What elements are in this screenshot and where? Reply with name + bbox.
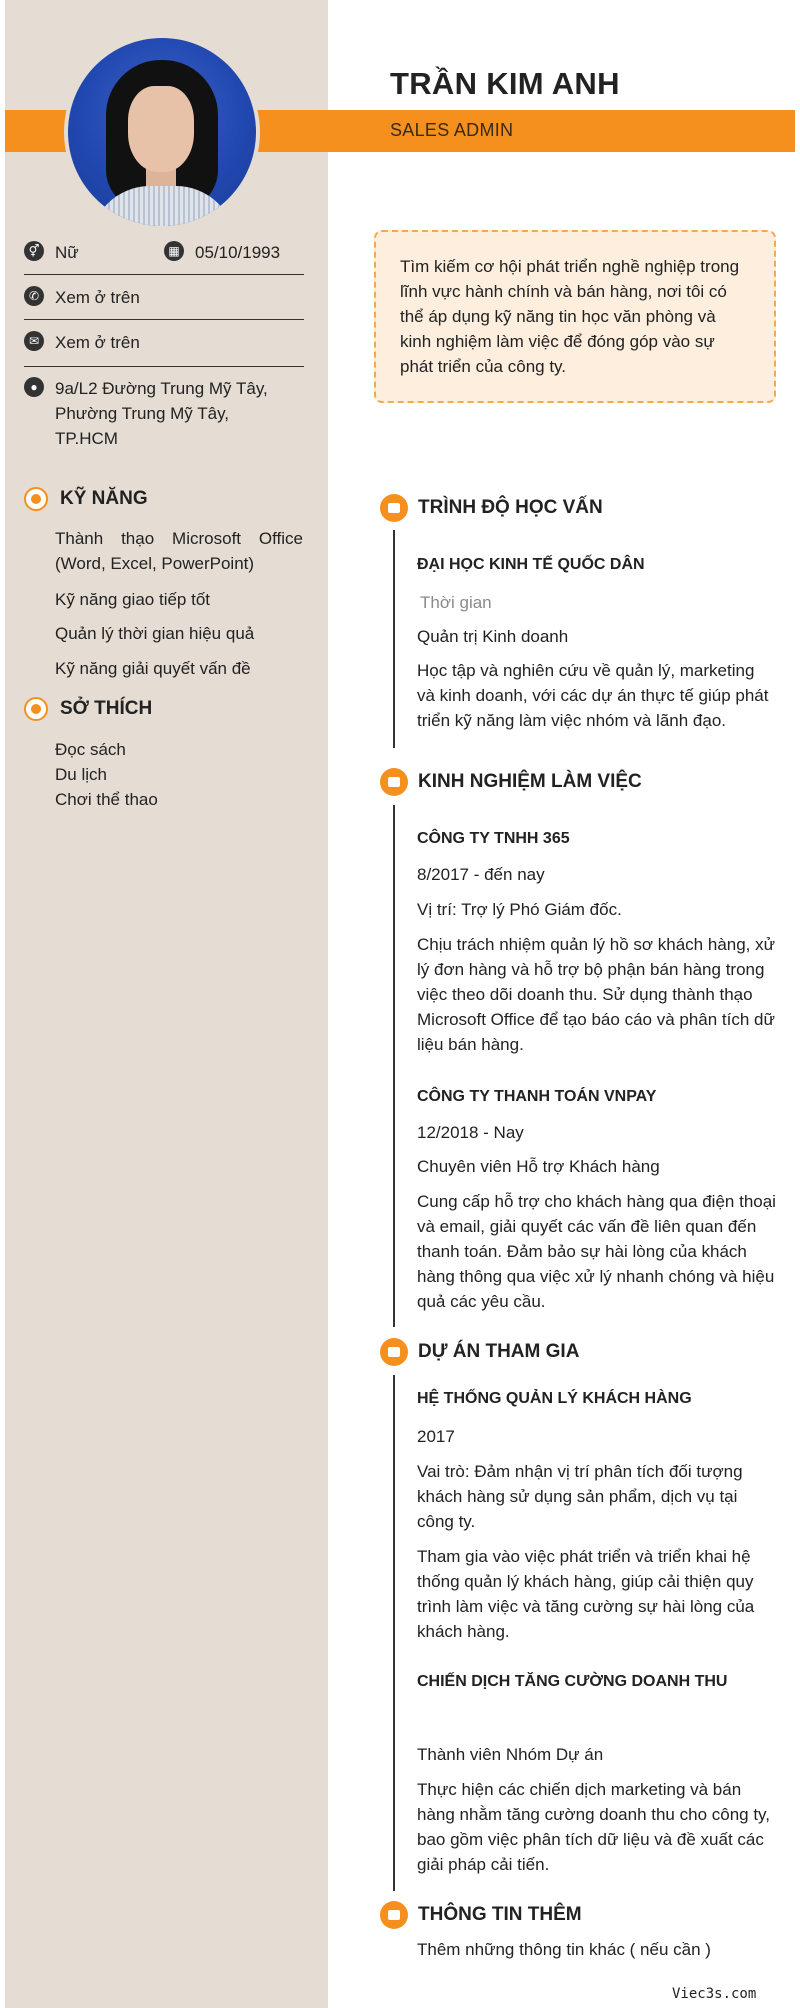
address-value: 9a/L2 Đường Trung Mỹ Tây, Phường Trung Mỹ Tây, TP.HCM xyxy=(55,379,268,448)
hobbies-icon xyxy=(24,697,48,721)
project-name: CHIẾN DỊCH TĂNG CƯỜNG DOANH THU xyxy=(417,1673,728,1690)
education-description: Học tập và nghiên cứu về quản lý, marketing và kinh doanh, với các dự án thực tế giúp phát triển kỹ năng làm việc nhóm và lãnh đạo. xyxy=(417,661,769,730)
job-description: Cung cấp hỗ trợ cho khách hàng qua điện thoại và email, giải quyết các vấn đề liên quan đến thanh toán. Đảm bảo sự hài lòng của khách hàng thông qua việc xử lý nhanh chóng và hiệu quả các yêu cầu. xyxy=(417,1192,776,1311)
info-icon xyxy=(380,1901,408,1929)
skill-item: Thành thạo Microsoft Office (Word, Excel, PowerPoint) xyxy=(55,529,303,573)
project-role: Thành viên Nhóm Dự án xyxy=(417,1745,604,1764)
skill-item: Kỹ năng giải quyết vấn đề xyxy=(55,659,251,678)
skill-item: Quản lý thời gian hiệu quả xyxy=(55,624,255,643)
job-title: SALES ADMIN xyxy=(390,120,514,140)
projects-icon xyxy=(380,1338,408,1366)
sidebar xyxy=(5,0,328,2008)
hobby-item: Du lịch xyxy=(55,765,107,784)
experience-icon xyxy=(380,768,408,796)
education-icon xyxy=(380,494,408,522)
project-description: Tham gia vào việc phát triển và triển khai hệ thống quản lý khách hàng, giúp cải thiện quy trình làm việc và tăng cường sự hài lòng của khách hàng. xyxy=(417,1547,755,1641)
avatar-face xyxy=(128,86,194,172)
contact-divider xyxy=(24,274,304,275)
email-value: Xem ở trên xyxy=(55,333,140,352)
project-name: HỆ THỐNG QUẢN LÝ KHÁCH HÀNG xyxy=(417,1390,692,1407)
skills-icon xyxy=(24,487,48,511)
school-name: ĐẠI HỌC KINH TẾ QUỐC DÂN xyxy=(417,556,645,573)
contact-divider xyxy=(24,319,304,320)
job-period: 8/2017 - đến nay xyxy=(417,865,545,884)
job-position: Chuyên viên Hỗ trợ Khách hàng xyxy=(417,1157,660,1176)
career-objective: Tìm kiếm cơ hội phát triển nghề nghiệp trong lĩnh vực hành chính và bán hàng, nơi tôi có thể áp dụng kỹ năng tin học văn phòng và kinh nghiệm làm việc để đóng góp vào sự phát triển của công ty. xyxy=(374,230,776,403)
candidate-name: TRẦN KIM ANH xyxy=(390,66,620,101)
projects-timeline xyxy=(393,1375,395,1891)
birthday-value: 05/10/1993 xyxy=(195,243,281,262)
phone-icon: ✆ xyxy=(24,286,44,306)
project-year: 2017 xyxy=(417,1427,455,1446)
education-timeline xyxy=(393,530,395,748)
project-description: Thực hiện các chiến dịch marketing và bán hàng nhằm tăng cường doanh thu cho công ty, bao gồm việc phân tích dữ liệu và đề xuất các giải pháp cải tiến. xyxy=(417,1780,771,1874)
location-icon: ● xyxy=(24,377,44,397)
education-major: Quản trị Kinh doanh xyxy=(417,627,569,646)
skill-item: Kỹ năng giao tiếp tốt xyxy=(55,590,211,609)
phone-value: Xem ở trên xyxy=(55,288,140,307)
job-description: Chịu trách nhiệm quản lý hồ sơ khách hàng, xử lý đơn hàng và hỗ trợ bộ phận bán hàng trong việc theo dõi doanh thu. Sử dụng thành thạo Microsoft Office để tạo báo cáo và phân tích dữ liệu bán hàng. xyxy=(417,935,776,1054)
company-name: CÔNG TY TNHH 365 xyxy=(417,830,570,847)
avatar xyxy=(68,38,256,226)
contact-divider xyxy=(24,366,304,367)
birthday-icon: ▦ xyxy=(164,241,184,261)
job-position: Vị trí: Trợ lý Phó Giám đốc. xyxy=(417,900,622,919)
hobby-item: Chơi thể thao xyxy=(55,790,158,809)
additional-info-text: Thêm những thông tin khác ( nếu cần ) xyxy=(417,1940,711,1959)
gender-value: Nữ xyxy=(55,243,79,262)
education-time: Thời gian xyxy=(420,593,492,612)
project-role: Vai trò: Đảm nhận vị trí phân tích đối tượng khách hàng sử dụng sản phẩm, dịch vụ tại công ty. xyxy=(417,1462,743,1531)
company-name: CÔNG TY THANH TOÁN VNPAY xyxy=(417,1088,657,1105)
hobby-item: Đọc sách xyxy=(55,740,126,759)
experience-timeline xyxy=(393,805,395,1327)
watermark: Viec3s.com xyxy=(672,1986,757,2002)
job-period: 12/2018 - Nay xyxy=(417,1123,524,1142)
gender-icon: ⚥ xyxy=(24,241,44,261)
email-icon: ✉ xyxy=(24,331,44,351)
